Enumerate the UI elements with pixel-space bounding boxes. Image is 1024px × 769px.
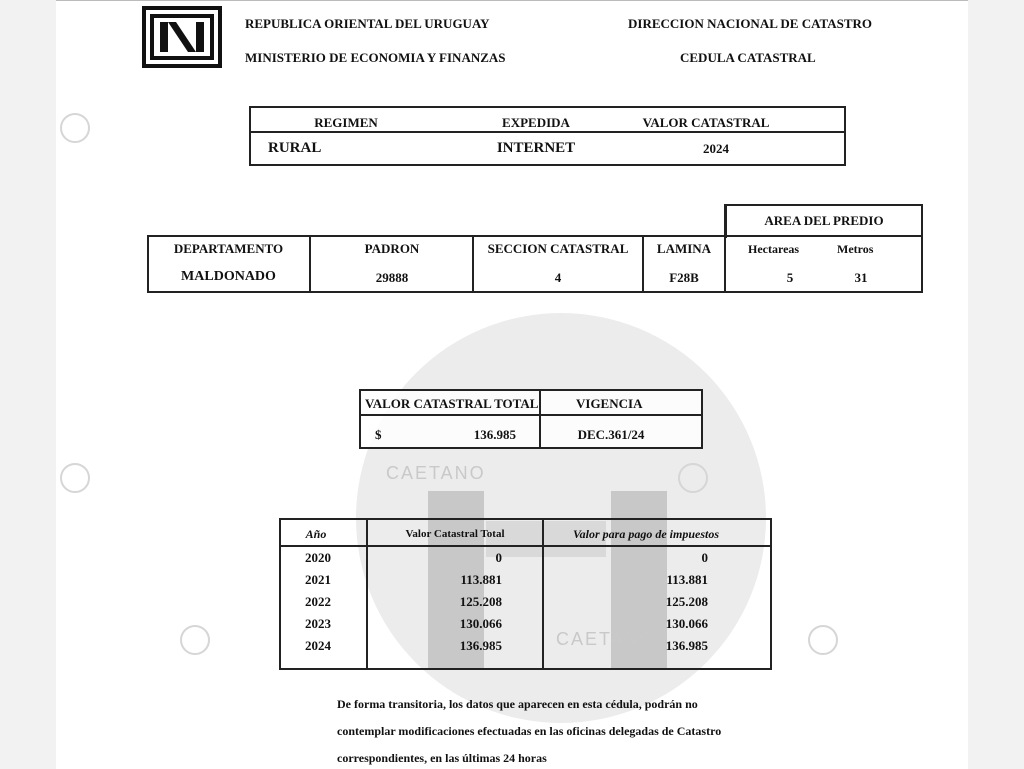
divider — [472, 235, 474, 293]
history-year-cell: 2022 — [305, 594, 331, 609]
seccion-value: 4 — [554, 270, 562, 285]
metros-header: Metros — [837, 242, 874, 256]
departamento-header: DEPARTAMENTO — [173, 241, 284, 256]
history-total-cell: 130.066 — [459, 616, 502, 631]
history-tax-cell: 0 — [701, 550, 708, 565]
divider — [724, 204, 726, 293]
metros-value: 31 — [854, 270, 868, 285]
seccion-header: SECCION CATASTRAL — [487, 241, 629, 256]
history-total-cell: 136.985 — [459, 638, 502, 653]
history-tax-cell: 130.066 — [665, 616, 708, 631]
hectareas-header: Hectareas — [748, 242, 800, 256]
vigencia-value: DEC.361/24 — [577, 427, 645, 442]
history-tax-cell: 125.208 — [665, 594, 708, 609]
history-year-cell: 2023 — [305, 616, 331, 631]
divider — [251, 131, 844, 133]
lamina-value: F28B — [669, 270, 699, 285]
history-total-cell: 113.881 — [460, 572, 502, 587]
total-header: VALOR CATASTRAL TOTAL — [365, 396, 539, 411]
header-direction: DIRECCION NACIONAL DE CATASTRO — [628, 16, 873, 31]
watermark-small-icon — [180, 625, 210, 655]
divider — [539, 389, 541, 449]
departamento-value: MALDONADO — [181, 269, 276, 284]
history-tax-header: Valor para pago de impuestos — [572, 527, 719, 541]
catastro-logo-icon — [146, 10, 218, 64]
history-tax-cell: 136.985 — [665, 638, 708, 653]
padron-header: PADRON — [364, 241, 420, 256]
divider — [281, 545, 770, 547]
divider — [309, 235, 311, 293]
note-line-3: correspondientes, en las últimas 24 horas — [337, 751, 547, 765]
watermark-text: CAETANO — [386, 463, 486, 483]
regimen-value: RURAL — [268, 140, 322, 156]
watermark-small-icon — [60, 463, 90, 493]
regimen-header: REGIMEN — [314, 115, 378, 130]
history-total-cell: 0 — [495, 550, 502, 565]
history-year-cell: 2020 — [305, 550, 331, 565]
header-country: REPUBLICA ORIENTAL DEL URUGUAY — [245, 16, 490, 31]
watermark-text-2: CAETANO — [556, 629, 656, 649]
watermark-small-icon — [808, 625, 838, 655]
total-value: 136.985 — [473, 427, 516, 442]
history-total-header: Valor Catastral Total — [405, 528, 505, 540]
area-header: AREA DEL PREDIO — [764, 213, 884, 228]
year-header: Año — [305, 527, 327, 541]
note-line-1: De forma transitoria, los datos que aparecen en esta cédula, podrán no — [337, 697, 698, 711]
expedida-header: EXPEDIDA — [502, 115, 570, 130]
padron-value: 29888 — [375, 270, 409, 285]
hectareas-value: 5 — [786, 270, 794, 285]
valor-catastral-year: 2024 — [703, 141, 729, 156]
note-line-2: contemplar modificaciones efectuadas en las oficinas delegadas de Catastro — [337, 724, 722, 738]
header-ministry: MINISTERIO DE ECONOMIA Y FINANZAS — [245, 50, 506, 65]
catastro-logo — [142, 6, 222, 68]
history-tax-cell: 113.881 — [666, 572, 708, 587]
currency-symbol: $ — [375, 427, 382, 442]
valor-catastral-header: VALOR CATASTRAL — [642, 115, 770, 130]
history-year-cell: 2021 — [305, 572, 331, 587]
expedida-value: INTERNET — [496, 140, 576, 156]
divider — [366, 518, 368, 670]
vigencia-header: VIGENCIA — [576, 396, 643, 411]
document-page — [56, 0, 968, 769]
lamina-header: LAMINA — [656, 241, 712, 256]
watermark-small-icon — [678, 463, 708, 493]
history-total-cell: 125.208 — [459, 594, 502, 609]
divider — [361, 414, 701, 416]
history-year-cell: 2024 — [305, 638, 331, 653]
watermark-small-icon — [60, 113, 90, 143]
header-doc-title: CEDULA CATASTRAL — [680, 50, 816, 65]
